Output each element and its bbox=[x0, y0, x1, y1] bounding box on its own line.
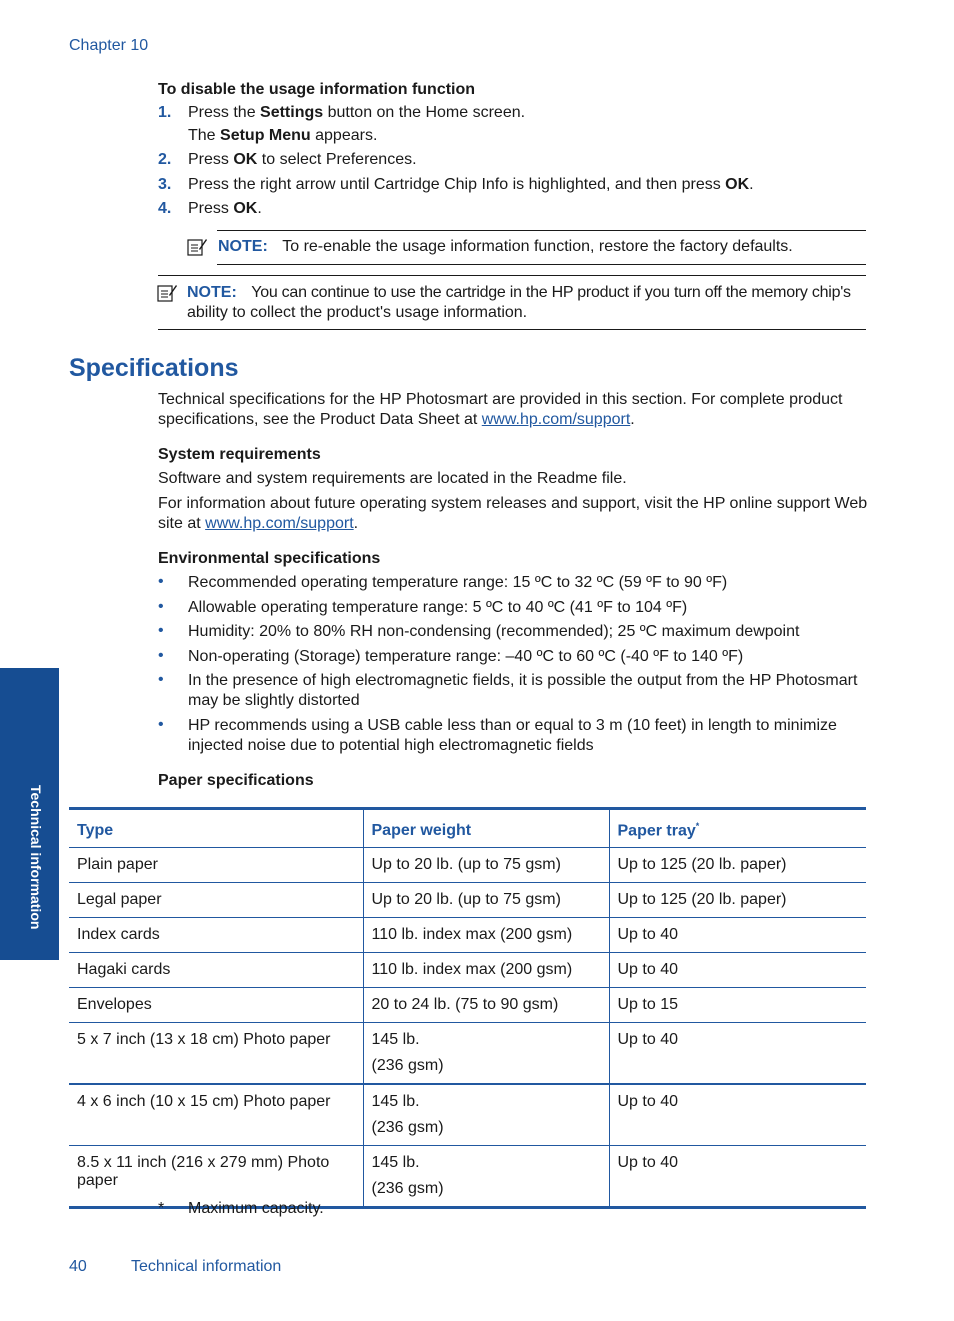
cell-type: Plain paper bbox=[69, 848, 363, 883]
bullet: • bbox=[158, 598, 164, 615]
cell-type: 4 x 6 inch (10 x 15 cm) Photo paper bbox=[69, 1084, 363, 1146]
cell-tray: Up to 40 bbox=[609, 1146, 866, 1208]
support-link[interactable]: www.hp.com/support bbox=[481, 411, 631, 428]
step-number: 2. bbox=[158, 151, 172, 168]
table-row bbox=[69, 1023, 866, 1085]
cell-weight: 145 lb. (236 gsm) bbox=[363, 1146, 609, 1208]
cell-type: Legal paper bbox=[69, 883, 363, 918]
bullet: • bbox=[158, 671, 164, 688]
cell-weight: 110 lb. index max (200 gsm) bbox=[363, 953, 609, 988]
cell-type: Index cards bbox=[69, 918, 363, 953]
step-text: Press the right arrow until Cartridge Chip Info is highlighted, and then press OK. bbox=[188, 176, 754, 193]
list-item: Non-operating (Storage) temperature range: –40 ºC to 60 ºC (-40 ºF to 140 ºF) bbox=[188, 648, 744, 665]
table-row bbox=[69, 848, 866, 883]
step-number: 4. bbox=[158, 200, 172, 217]
step-text: Press the Settings button on the Home screen. bbox=[188, 104, 526, 121]
note-rule-top bbox=[158, 275, 866, 276]
table-row bbox=[69, 1146, 866, 1208]
list-item: In the presence of high electromagnetic fields, it is possible the output from the HP Photosmart may be slightly distorted bbox=[188, 672, 858, 709]
footer-section: Technical information bbox=[131, 1258, 282, 1275]
table-row bbox=[69, 953, 866, 988]
footnote-text: Maximum capacity. bbox=[188, 1200, 324, 1217]
column-header-weight: Paper weight bbox=[363, 809, 609, 848]
footnote-marker: * bbox=[695, 821, 700, 831]
cell-weight: Up to 20 lb. (up to 75 gsm) bbox=[363, 848, 609, 883]
cell-tray: Up to 15 bbox=[609, 988, 866, 1023]
note-text: You can continue to use the cartridge in the HP product if you turn off the memory chip's bbox=[251, 284, 851, 301]
cell-tray: Up to 40 bbox=[609, 953, 866, 988]
step-text: The Setup Menu appears. bbox=[188, 127, 378, 144]
list-item: Humidity: 20% to 80% RH non-condensing (recommended); 25 ºC maximum dewpoint bbox=[188, 623, 800, 640]
note-icon bbox=[157, 283, 177, 303]
cell-tray: Up to 125 (20 lb. paper) bbox=[609, 883, 866, 918]
column-header-tray: Paper tray* bbox=[609, 809, 866, 848]
step-number: 1. bbox=[158, 104, 172, 121]
support-link[interactable]: www.hp.com/support bbox=[205, 515, 354, 532]
step-text: Press OK to select Preferences. bbox=[188, 151, 417, 168]
list-item: Allowable operating temperature range: 5 ºC to 40 ºC (41 ºF to 104 ºF) bbox=[188, 599, 688, 616]
bullet: • bbox=[158, 622, 164, 639]
note-rule-bottom bbox=[158, 329, 866, 330]
list-item: HP recommends using a USB cable less than or equal to 3 m (10 feet) in length to minimize injected noise due to potential high electromagnetic fields bbox=[188, 717, 837, 754]
note-memory-chip bbox=[187, 283, 867, 323]
note-text: ability to collect the product's usage information. bbox=[187, 304, 528, 321]
column-header-type: Type bbox=[69, 809, 363, 848]
table-row bbox=[69, 918, 866, 953]
note-label: NOTE: bbox=[187, 284, 237, 301]
page-number: 40 bbox=[69, 1258, 87, 1275]
cell-tray: Up to 40 bbox=[609, 918, 866, 953]
cell-tray: Up to 40 bbox=[609, 1023, 866, 1085]
note-text: To re-enable the usage information function, restore the factory defaults. bbox=[282, 238, 793, 255]
cell-tray: Up to 40 bbox=[609, 1084, 866, 1146]
side-tab-label: Technical information bbox=[28, 785, 44, 930]
bullet: • bbox=[158, 647, 164, 664]
subheading-system: System requirements bbox=[158, 446, 321, 463]
cell-weight: Up to 20 lb. (up to 75 gsm) bbox=[363, 883, 609, 918]
cell-weight: 145 lb. (236 gsm) bbox=[363, 1023, 609, 1085]
note-rule-bottom bbox=[217, 264, 866, 265]
table-row bbox=[69, 883, 866, 918]
bullet: • bbox=[158, 573, 164, 590]
note-label: NOTE: bbox=[218, 238, 268, 255]
cell-type: Hagaki cards bbox=[69, 953, 363, 988]
footnote-marker: * bbox=[158, 1200, 165, 1217]
chapter-header: Chapter 10 bbox=[69, 37, 149, 54]
system-support-paragraph: For information about future operating system releases and support, visit the HP online support Web site at www.hp.com/support. bbox=[158, 495, 868, 532]
paper-spec-table bbox=[69, 807, 866, 1209]
subheading-environmental: Environmental specifications bbox=[158, 550, 381, 567]
intro-paragraph: Technical specifications for the HP Photosmart are provided in this section. For complete product specifications, see the Product Data Sheet at www.hp.com/support. bbox=[158, 391, 843, 428]
cell-weight: 20 to 24 lb. (75 to 90 gsm) bbox=[363, 988, 609, 1023]
table-row bbox=[69, 988, 866, 1023]
cell-type: Envelopes bbox=[69, 988, 363, 1023]
cell-tray: Up to 125 (20 lb. paper) bbox=[609, 848, 866, 883]
section-heading-disable: To disable the usage information function bbox=[158, 81, 476, 98]
cell-weight: 145 lb. (236 gsm) bbox=[363, 1084, 609, 1146]
bullet: • bbox=[158, 716, 164, 733]
cell-weight: 110 lb. index max (200 gsm) bbox=[363, 918, 609, 953]
table-row bbox=[69, 1084, 866, 1146]
note-icon bbox=[187, 237, 207, 257]
note-rule-top bbox=[217, 230, 866, 231]
table-header-row bbox=[69, 809, 866, 848]
subheading-paper: Paper specifications bbox=[158, 772, 314, 789]
cell-type: 5 x 7 inch (13 x 18 cm) Photo paper bbox=[69, 1023, 363, 1085]
list-item: Recommended operating temperature range: 15 ºC to 32 ºC (59 ºF to 90 ºF) bbox=[188, 574, 728, 591]
page-title: Specifications bbox=[69, 354, 239, 382]
step-number: 3. bbox=[158, 176, 172, 193]
cell-type: 8.5 x 11 inch (216 x 279 mm) Photo paper bbox=[69, 1146, 363, 1208]
step-text: Press OK. bbox=[188, 200, 262, 217]
note-reenable bbox=[218, 238, 793, 256]
system-text: Software and system requirements are located in the Readme file. bbox=[158, 470, 627, 487]
